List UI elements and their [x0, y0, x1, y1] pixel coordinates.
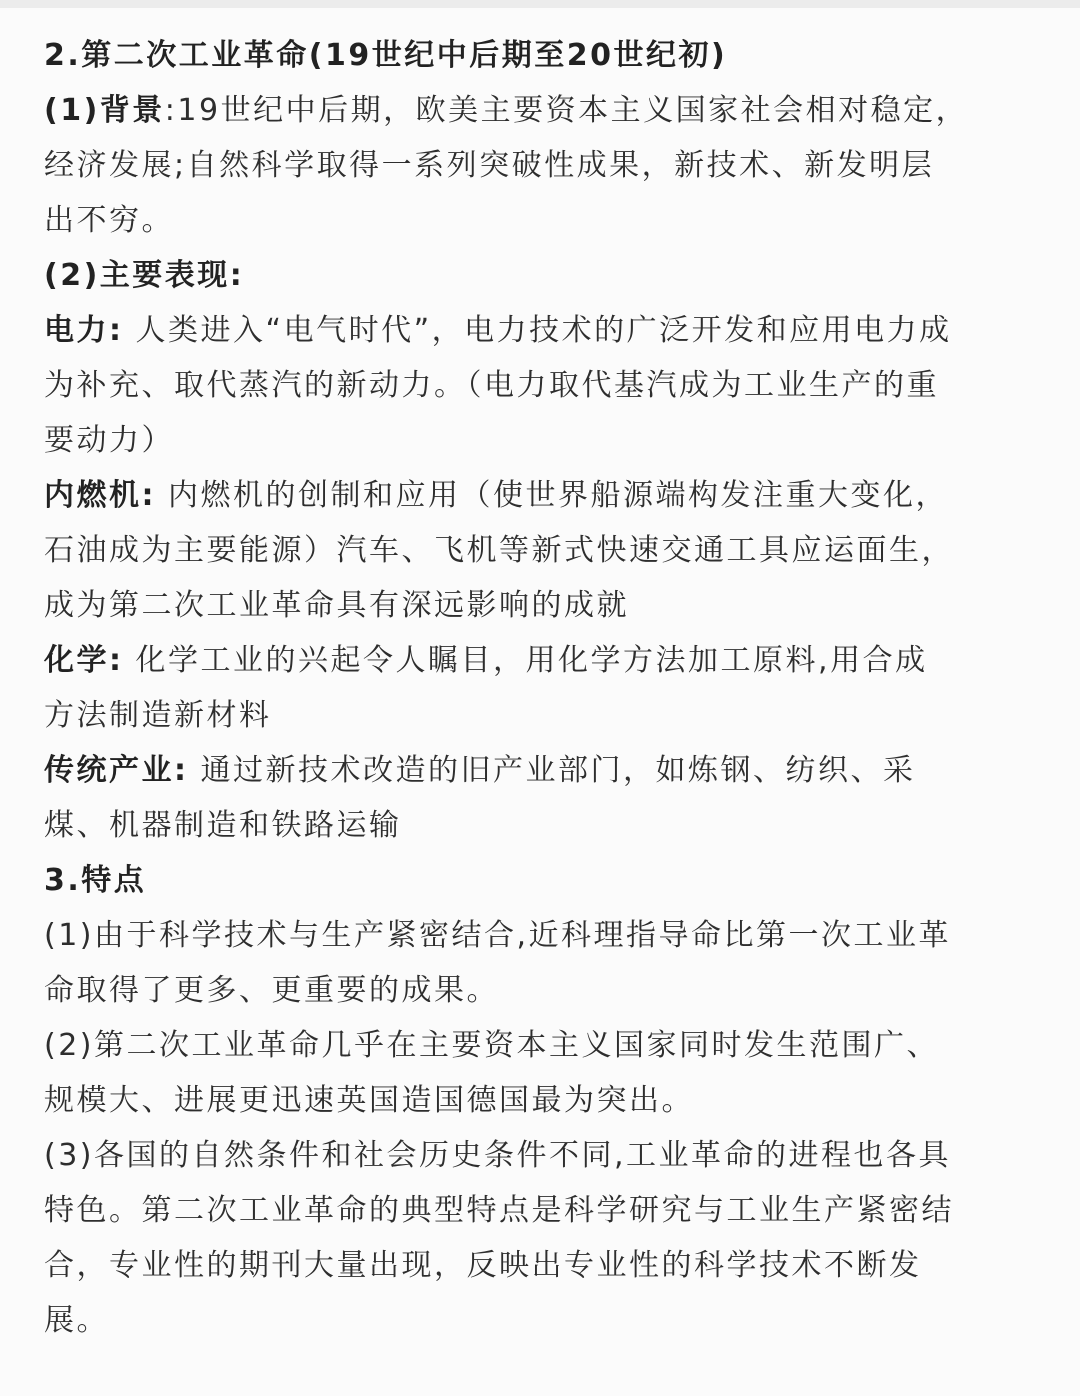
background-label: (1)背景 — [44, 93, 165, 128]
background-line-3: 出不穷。 — [44, 203, 174, 238]
chemistry-text: 化学工业的兴起令人瞩目，用化学方法加工原料,用合成 — [123, 643, 928, 678]
background-text: :19世纪中后期，欧美主要资本主义国家社会相对稳定， — [164, 93, 969, 128]
characteristic-2-line-2: 规模大、进展更迅速英国造国德国最为突出。 — [44, 1083, 694, 1118]
characteristic-3-line-4: 展。 — [44, 1303, 109, 1338]
chemistry-label: 化学: — [44, 643, 124, 678]
electricity-line-2: 为补充、取代蒸汽的新动力。（电力取代基汽成为工业生产的重 — [44, 368, 939, 403]
document-content — [44, 28, 1040, 1348]
traditional-industry-line-2: 煤、机器制造和铁路运输 — [44, 808, 402, 843]
section-heading-second-revolution: 2.第二次工业革命(19世纪中后期至20世纪初) — [44, 38, 728, 73]
combustion-line-3: 成为第二次工业革命具有深远影响的成就 — [44, 588, 629, 623]
background-line-1 — [44, 83, 1040, 138]
section-heading-characteristics: 3.特点 — [44, 863, 147, 898]
electricity-label: 电力: — [44, 313, 124, 348]
combustion-label: 内燃机: — [44, 478, 156, 513]
background-line-2: 经济发展;自然科学取得一系列突破性成果，新技术、新发明层 — [44, 148, 935, 183]
characteristic-3-line-3: 合，专业性的期刊大量出现，反映出专业性的科学技术不断发 — [44, 1248, 922, 1283]
characteristic-3-line-2: 特色。第二次工业革命的典型特点是科学研究与工业生产紧密结 — [44, 1193, 954, 1228]
characteristic-2-line-1: (2)第二次工业革命几乎在主要资本主义国家同时发生范围广、 — [44, 1028, 939, 1063]
electricity-text: 人类进入“电气时代”，电力技术的广泛开发和应用电力成 — [123, 313, 952, 348]
characteristic-3-line-1: (3)各国的自然条件和社会历史条件不同,工业革命的进程也各具 — [44, 1138, 952, 1173]
characteristic-1-line-2: 命取得了更多、更重要的成果。 — [44, 973, 499, 1008]
characteristic-1-line-1: (1)由于科学技术与生产紧密结合,近科理指导命比第一次工业革 — [44, 918, 952, 953]
electricity-line-1 — [44, 303, 1040, 358]
traditional-industry-line-1 — [44, 743, 1040, 798]
combustion-text: 内燃机的创制和应用（使世界船源端构发注重大变化， — [156, 478, 949, 513]
electricity-line-3: 要动力） — [44, 423, 174, 458]
combustion-line-1 — [44, 468, 1040, 523]
traditional-industry-label: 传统产业: — [44, 753, 189, 788]
chemistry-line-2: 方法制造新材料 — [44, 698, 272, 733]
chemistry-line-1 — [44, 633, 1040, 688]
main-performance-heading: (2)主要表现: — [44, 258, 245, 293]
combustion-line-2: 石油成为主要能源）汽车、飞机等新式快速交通工具应运面生， — [44, 533, 954, 568]
traditional-industry-text: 通过新技术改造的旧产业部门，如炼钢、纺织、采 — [188, 753, 916, 788]
